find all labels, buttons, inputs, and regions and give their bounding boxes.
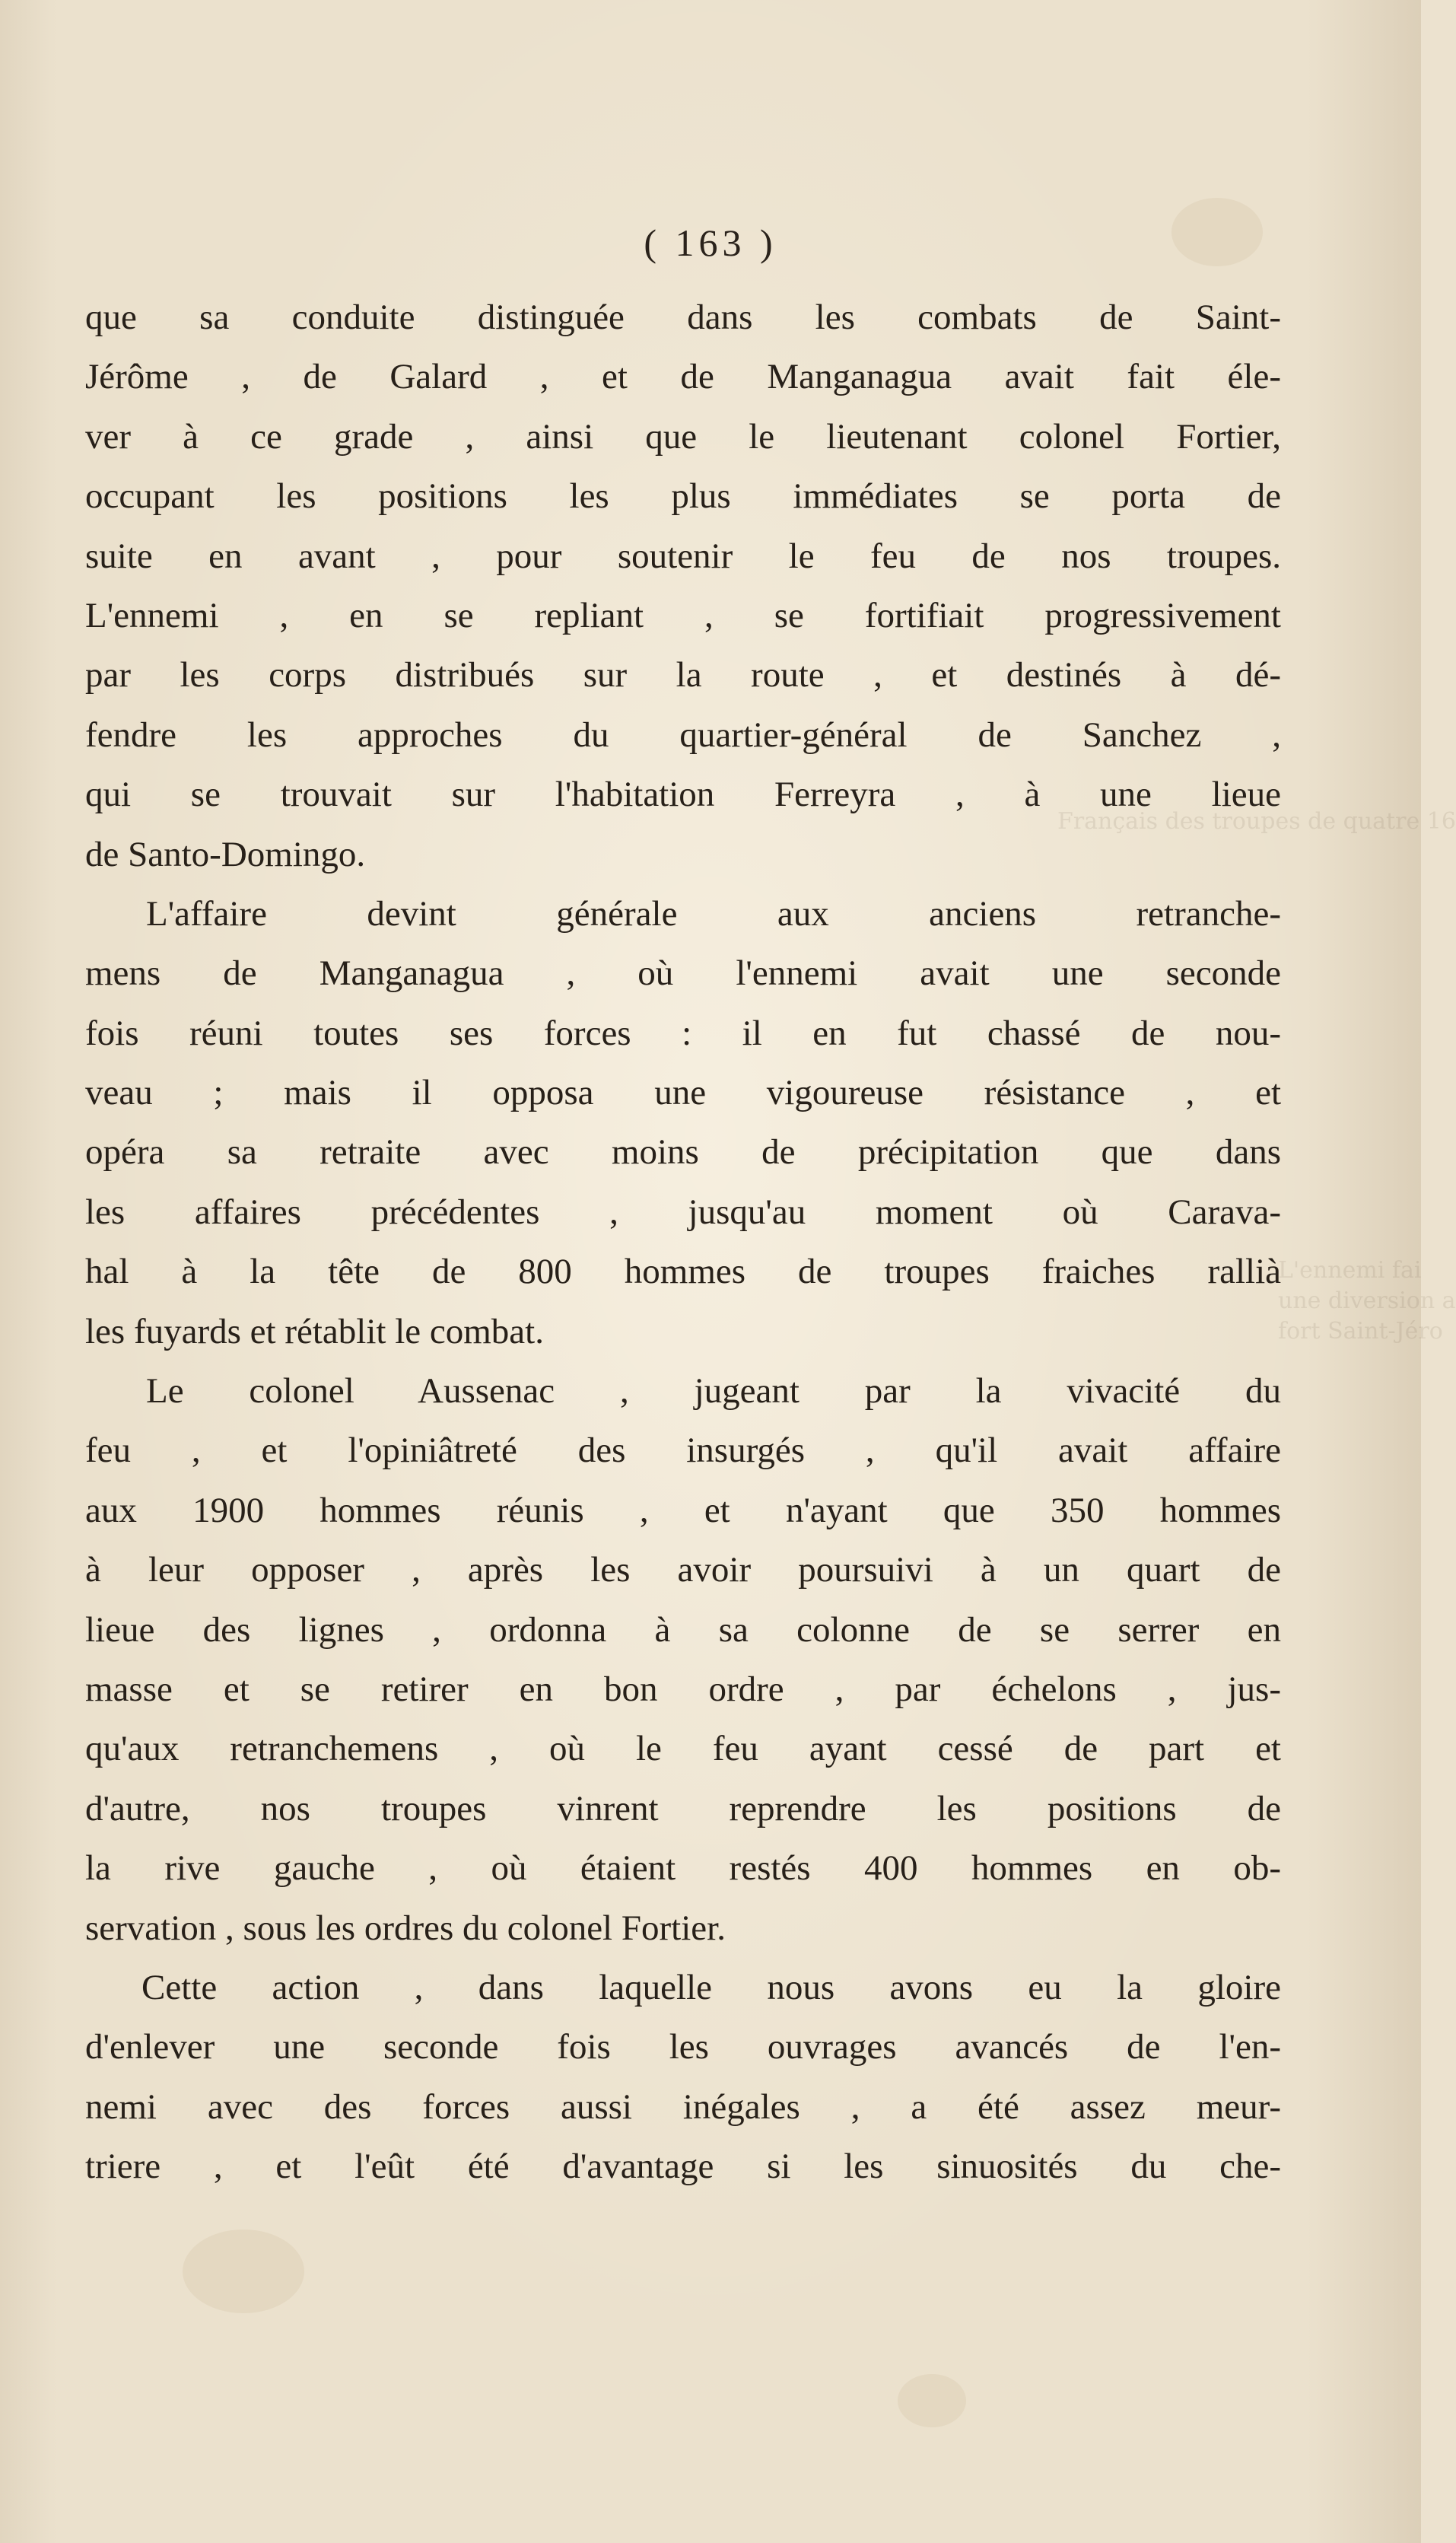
text-line: que sa conduite distinguée dans les combats de Saint- (85, 298, 1281, 337)
body-text (85, 288, 1281, 2197)
text-line: fendre les approches du quartier-général de Sanchez , (85, 715, 1281, 755)
paper-stain (898, 2374, 966, 2427)
text-line: lieue des lignes , ordonna à sa colonne de se serrer en (85, 1609, 1281, 1650)
text-line: triere , et l'eût été d'avantage si les sinuosités du che- (85, 2147, 1281, 2187)
text-line: mens de Manganagua , où l'ennemi avait une seconde (85, 953, 1281, 994)
text-line: aux 1900 hommes réunis , et n'ayant que 350 hommes (85, 1490, 1281, 1530)
text-line: Le colonel Aussenac , jugeant par la vivacité du (146, 1371, 1281, 1412)
text-line: d'autre, nos troupes vinrent reprendre les positions de (85, 1788, 1281, 1828)
text-line: hal à la tête de 800 hommes de troupes fraiches rallià (85, 1252, 1281, 1292)
text-line: occupant les positions les plus immédiates se porta de (85, 476, 1281, 517)
text-line: suite en avant , pour soutenir le feu de nos troupes. (85, 536, 1281, 576)
text-line: de Santo-Domingo. (85, 834, 366, 874)
text-line: L'ennemi , en se repliant , se fortifiait progressivement (85, 595, 1281, 635)
text-line: feu , et l'opiniâtreté des insurgés , qu'il avait affaire (85, 1431, 1281, 1471)
text-line: les affaires précédentes , jusqu'au moment où Carava- (85, 1192, 1281, 1232)
text-line: ver à ce grade , ainsi que le lieutenant colonel Fortier, (85, 416, 1281, 457)
text-line: la rive gauche , où étaient restés 400 hommes en ob- (85, 1848, 1281, 1889)
text-line: fois réuni toutes ses forces : il en fut chassé de nou- (85, 1013, 1281, 1053)
text-line: veau ; mais il opposa une vigoureuse résistance , et (85, 1073, 1281, 1113)
text-line: L'affaire devint générale aux anciens retranche- (146, 893, 1281, 934)
text-line: opéra sa retraite avec moins de précipitation que dans (85, 1132, 1281, 1173)
text-line: d'enlever une seconde fois les ouvrages avancés de l'en- (85, 2027, 1281, 2067)
text-line: nemi avec des forces aussi inégales , a été assez meur- (85, 2086, 1281, 2127)
text-line: Jérôme , de Galard , et de Manganagua avait fait éle- (85, 357, 1281, 397)
text-line: qui se trouvait sur l'habitation Ferreyra , à une lieue (85, 775, 1281, 815)
text-line: masse et se retirer en bon ordre , par échelons , jus- (85, 1669, 1281, 1709)
show-through-text: L'ennemi fai une diversion a fort Saint-Jéro (1278, 1257, 1456, 1345)
text-line: qu'aux retranchemens , où le feu ayant cessé de part et (85, 1729, 1281, 1769)
text-line: à leur opposer , après les avoir poursuivi à un quart de (85, 1550, 1281, 1590)
show-through-text: Français des troupes de quatre 16 (1057, 808, 1456, 835)
text-line: par les corps distribués sur la route , et destinés à dé- (85, 655, 1281, 695)
page-number: ( 163 ) (644, 221, 777, 264)
text-line: Cette action , dans laquelle nous avons eu la gloire (141, 1967, 1281, 2007)
paper-stain (183, 2230, 304, 2313)
text-line: les fuyards et rétablit le combat. (85, 1311, 544, 1351)
text-line: servation , sous les ordres du colonel Fortier. (85, 1908, 726, 1948)
